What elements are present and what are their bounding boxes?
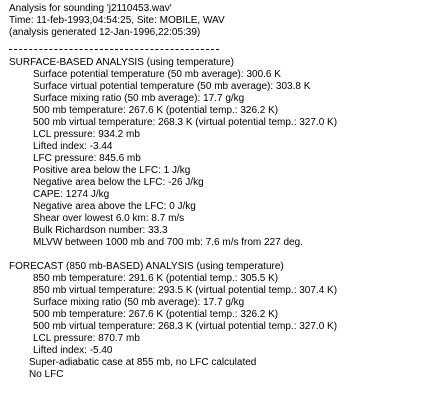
surface-line: Positive area below the LFC: 1 J/kg: [33, 165, 191, 176]
surface-line: Surface virtual potential temperature (50 mb average): 303.8 K: [33, 81, 311, 92]
forecast-line: Surface mixing ratio (50 mb average): 17.7 g/kg: [33, 297, 245, 308]
forecast-line: Lifted index: -5.40: [33, 345, 113, 356]
surface-line: 500 mb temperature: 267.6 K (potential temp.: 326.2 K): [33, 105, 279, 116]
forecast-line: 500 mb virtual temperature: 268.3 K (virtual potential temp.: 327.0 K): [33, 321, 338, 332]
surface-line: LCL pressure: 934.2 mb: [33, 129, 140, 140]
forecast-line: 500 mb temperature: 267.6 K (potential temp.: 326.2 K): [33, 309, 279, 320]
surface-line: MLVW between 1000 mb and 700 mb: 7.6 m/s from 227 deg.: [33, 237, 303, 248]
surface-heading: SURFACE-BASED ANALYSIS (using temperature): [9, 57, 234, 68]
surface-line: Negative area above the LFC: 0 J/kg: [33, 201, 196, 212]
surface-line: Surface mixing ratio (50 mb average): 17.7 g/kg: [33, 93, 245, 104]
surface-line: LFC pressure: 845.6 mb: [33, 153, 141, 164]
report-title: Analysis for sounding 'j2110453.wav': [9, 3, 172, 14]
report-time-site: Time: 11-feb-1993,04:54:25, Site: MOBILE, WAV: [9, 15, 225, 26]
surface-line: Shear over lowest 6.0 km: 8.7 m/s: [33, 213, 185, 224]
forecast-note: Super-adiabatic case at 855 mb, no LFC calculated: [29, 357, 257, 368]
surface-line: Negative area below the LFC: -26 J/kg: [33, 177, 204, 188]
report-generated: (analysis generated 12-Jan-1996,22:05:39): [9, 27, 201, 38]
surface-line: Surface potential temperature (50 mb average): 300.6 K: [33, 69, 281, 80]
forecast-line: LCL pressure: 870.7 mb: [33, 333, 140, 344]
surface-line: Lifted index: -3.44: [33, 141, 113, 152]
header-divider: [9, 49, 219, 50]
surface-line: 500 mb virtual temperature: 268.3 K (virtual potential temp.: 327.0 K): [33, 117, 338, 128]
forecast-note: No LFC: [29, 369, 64, 380]
forecast-heading: FORECAST (850 mb-BASED) ANALYSIS (using temperature): [9, 261, 284, 272]
surface-line: CAPE: 1274 J/kg: [33, 189, 110, 200]
forecast-line: 850 mb temperature: 291.6 K (potential temp.: 305.5 K): [33, 273, 279, 284]
forecast-line: 850 mb virtual temperature: 293.5 K (virtual potential temp.: 307.4 K): [33, 285, 338, 296]
surface-line: Bulk Richardson number: 33.3: [33, 225, 168, 236]
